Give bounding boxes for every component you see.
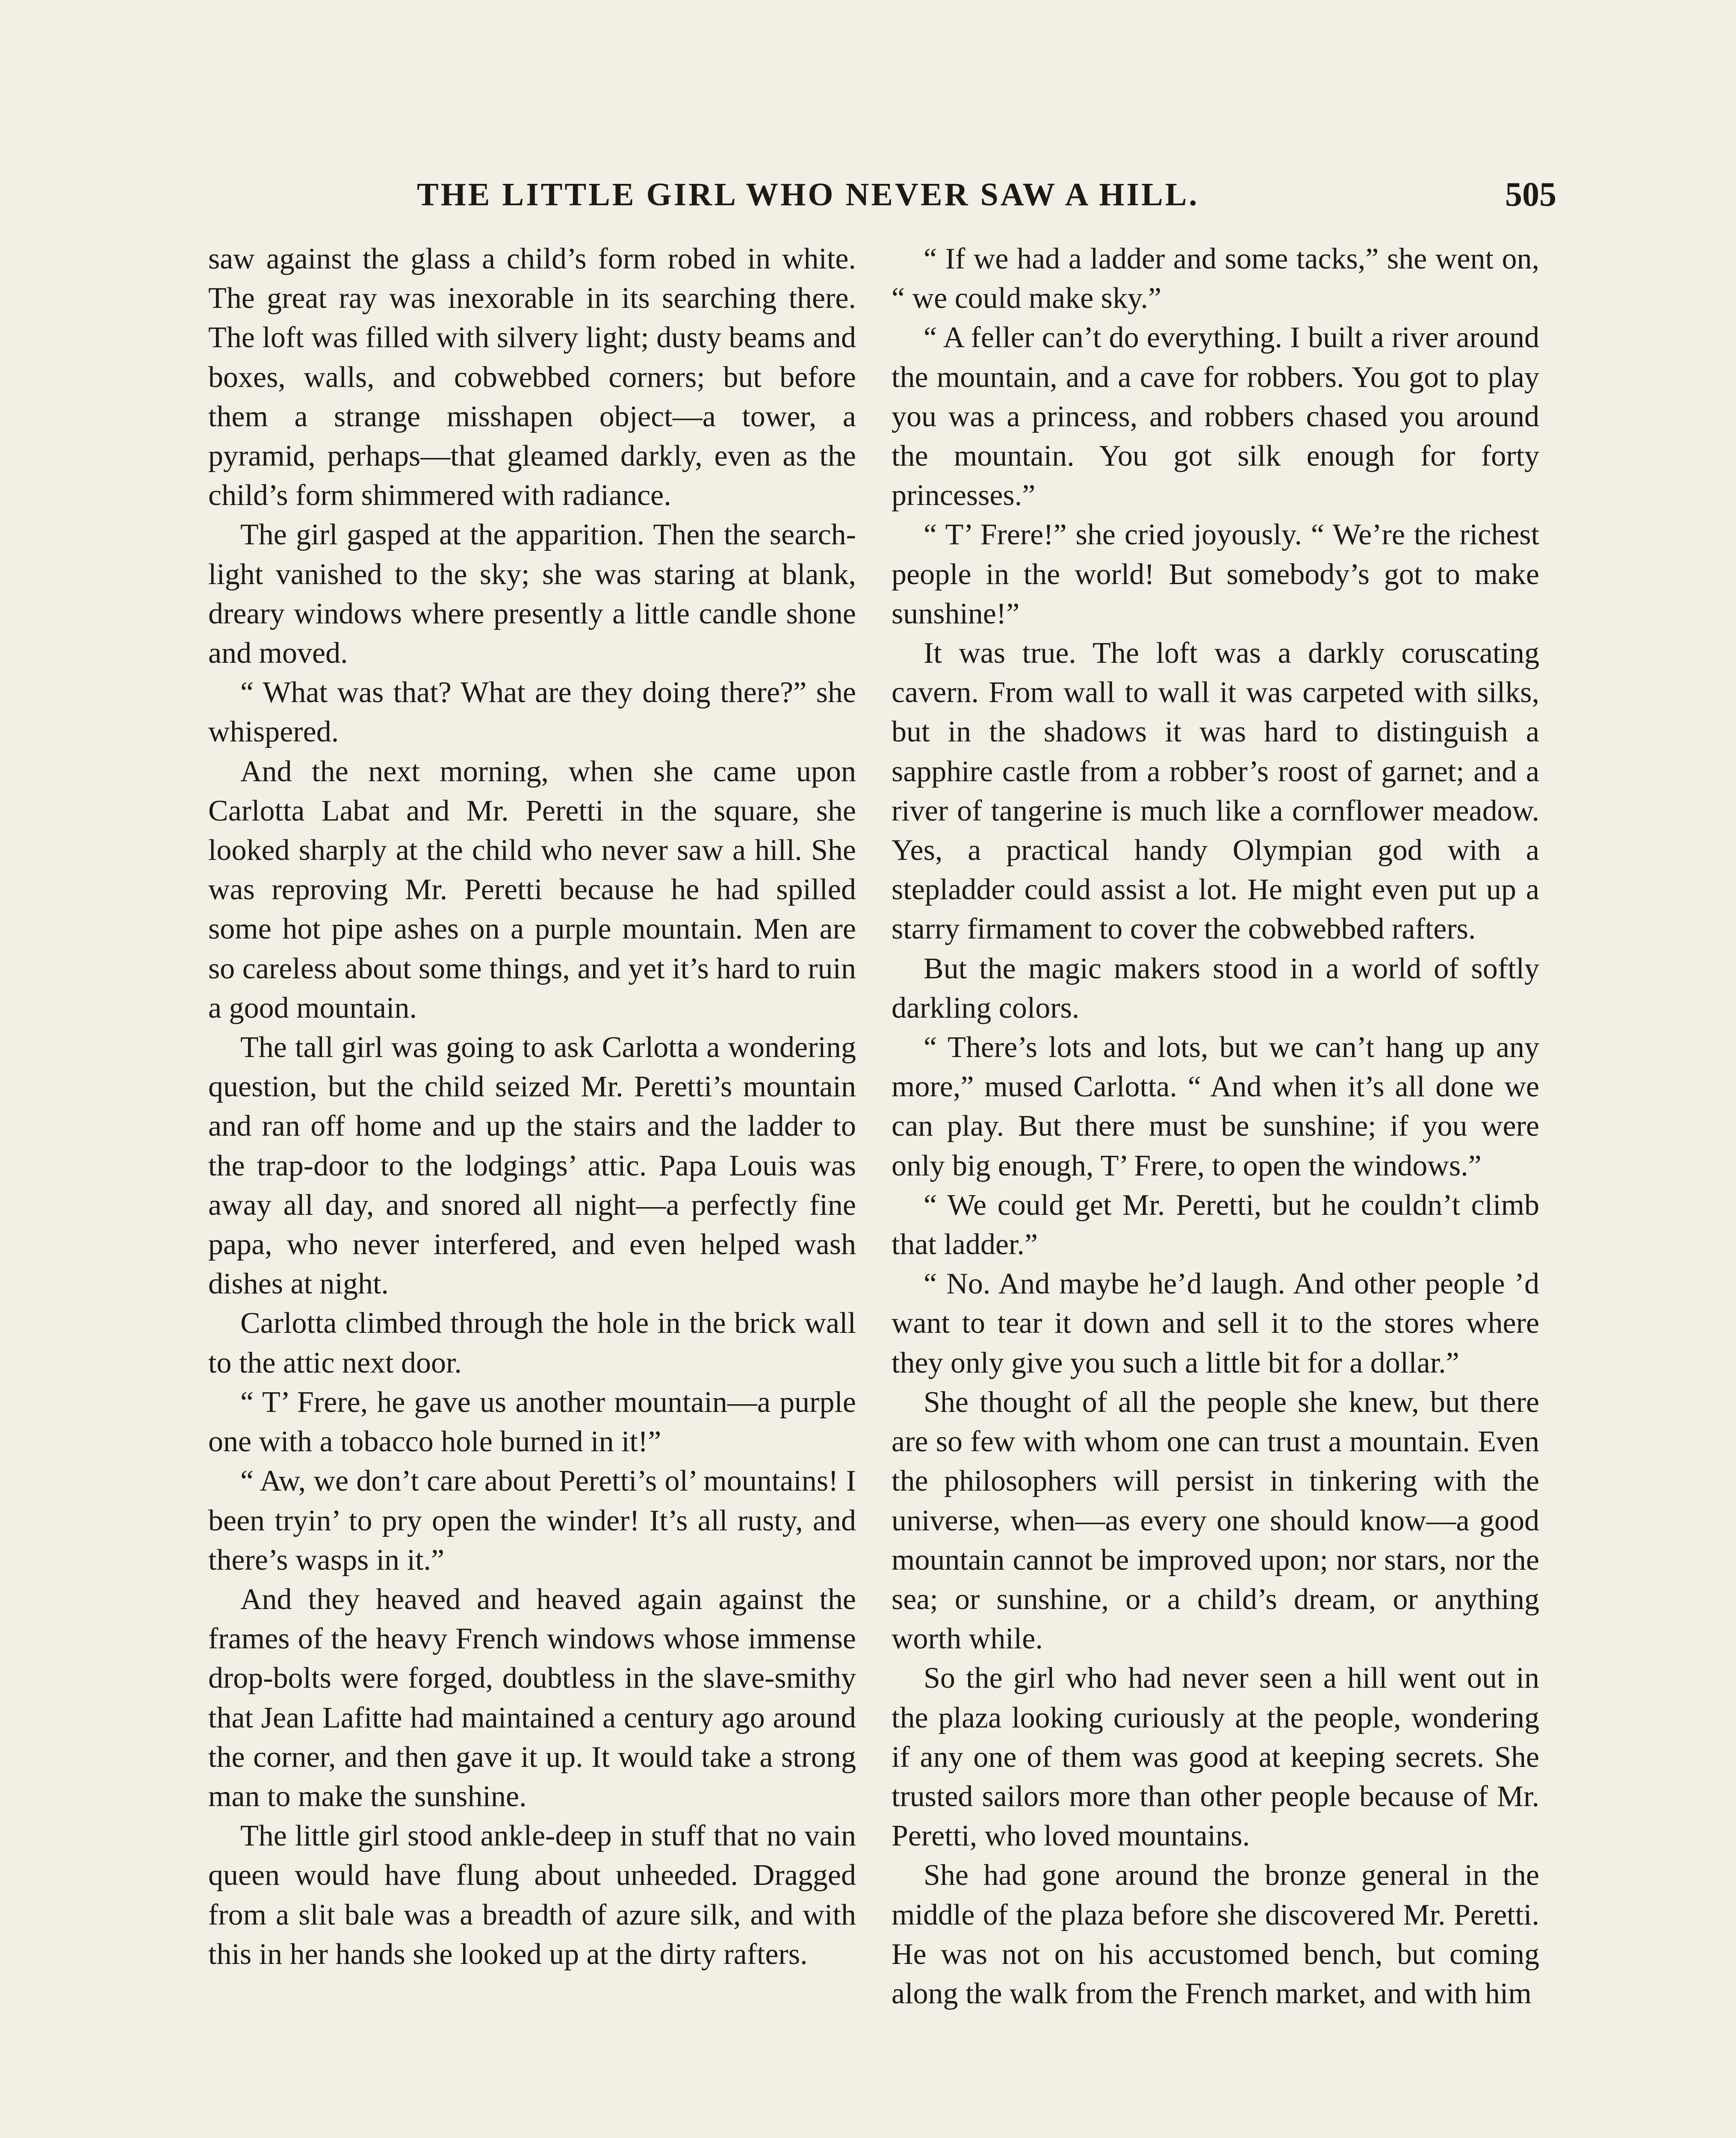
paragraph: Carlotta climbed through the hole in the brick wall to the attic next door. xyxy=(208,1307,856,1379)
paragraph: saw against the glass a child’s form robed in white. The great ray was inexorable in its searching there. The loft was filled with silvery light; dusty beams and boxes, walls, and cobwebbed corners; but before them a strange misshapen object—a tower, a pyramid, perhaps—that gleamed darkly, even as the child’s form shimmered with radiance. xyxy=(208,242,856,512)
paragraph: “ T’ Frere!” she cried joyously. “ We’re the richest people in the world! But somebody’s got to make sunshine!” xyxy=(892,518,1539,630)
paragraph: But the magic makers stood in a world of softly darkling colors. xyxy=(892,952,1539,1025)
paragraph: “ No. And maybe he’d laugh. And other people ’d want to tear it down and sell it to the stores where they only give you such a little bit for a dollar.” xyxy=(892,1267,1539,1379)
paragraph: And the next morning, when she came upon Carlotta Labat and Mr. Peretti in the square, she looked sharply at the child who never saw a hill. She was reproving Mr. Peretti because he had spilled some hot pipe ashes on a purple mountain. Men are so careless about some things, and yet it’s hard to ruin a good mountain. xyxy=(208,755,856,1025)
paragraph: She thought of all the people she knew, but there are so few with whom one can trust a mountain. Even the philosophers will persist in tinkering with the universe, when—as every one should know—a good mountain cannot be improved upon; nor stars, nor the sea; or sunshine, or a child’s dream, or anything worth while. xyxy=(892,1385,1539,1656)
left-column xyxy=(208,239,856,1974)
paragraph: She had gone around the bronze general in the middle of the plaza before she discovered Mr. Peretti. He was not on his accustomed bench, but coming along the walk from the French market, and with him xyxy=(892,1859,1539,2010)
paragraph: “ Aw, we don’t care about Peretti’s ol’ mountains! I been tryin’ to pry open the winder! It’s all rusty, and there’s wasps in it.” xyxy=(208,1465,856,1577)
paragraph: “ A feller can’t do everything. I built a river around the mountain, and a cave for robbers. You got to play you was a princess, and robbers chased you around the mountain. You got silk enough for forty princesses.” xyxy=(892,321,1539,512)
paragraph: “ What was that? What are they doing there?” she whispered. xyxy=(208,676,856,749)
paragraph: The little girl stood ankle-deep in stuff that no vain queen would have flung about unheeded. Dragged from a slit bale was a breadth of azure silk, and with this in her hands she looked up at the dirty rafters. xyxy=(208,1819,856,1971)
paragraph: “ We could get Mr. Peretti, but he couldn’t climb that ladder.” xyxy=(892,1188,1539,1261)
right-column xyxy=(892,239,1539,2014)
paragraph: “ There’s lots and lots, but we can’t hang up any more,” mused Carlotta. “ And when it’s all done we can play. But there must be sunshine; if you were only big enough, T’ Frere, to open the windows.” xyxy=(892,1031,1539,1182)
running-title: THE LITTLE GIRL WHO NEVER SAW A HILL. xyxy=(417,177,1199,213)
paragraph: So the girl who had never seen a hill went out in the plaza looking curiously at the people, wondering if any one of them was good at keeping secrets. She trusted sailors more than other people because of Mr. Peretti, who loved mountains. xyxy=(892,1662,1539,1853)
paragraph: And they heaved and heaved again against the frames of the heavy French windows whose immense drop-bolts were forged, doubtless in the slave-smithy that Jean Lafitte had maintained a century ago around the corner, and then gave it up. It would take a strong man to make the sunshine. xyxy=(208,1583,856,1813)
paragraph: The tall girl was going to ask Carlotta a wondering question, but the child seized Mr. Peretti’s mountain and ran off home and up the stairs and the ladder to the trap-door to the lodgings’ attic. Papa Louis was away all day, and snored all night—a perfectly fine papa, who never interfered, and even helped wash dishes at night. xyxy=(208,1031,856,1301)
paragraph: “ T’ Frere, he gave us another mountain—a purple one with a tobacco hole burned in it!” xyxy=(208,1385,856,1459)
paragraph: “ If we had a ladder and some tacks,” she went on, “ we could make sky.” xyxy=(892,242,1539,315)
paragraph: It was true. The loft was a darkly coruscating cavern. From wall to wall it was carpeted with silks, but in the shadows it was hard to distinguish a sapphire castle from a robber’s roost of garnet; and a river of tangerine is much like a cornflower meadow. Yes, a practical handy Olympian god with a stepladder could assist a lot. He might even put up a starry firmament to cover the cobwebbed rafters. xyxy=(892,637,1539,946)
paragraph: The girl gasped at the apparition. Then the search-light vanished to the sky; she was staring at blank, dreary windows where presently a little candle shone and moved. xyxy=(208,518,856,670)
page-number: 505 xyxy=(1505,176,1556,213)
